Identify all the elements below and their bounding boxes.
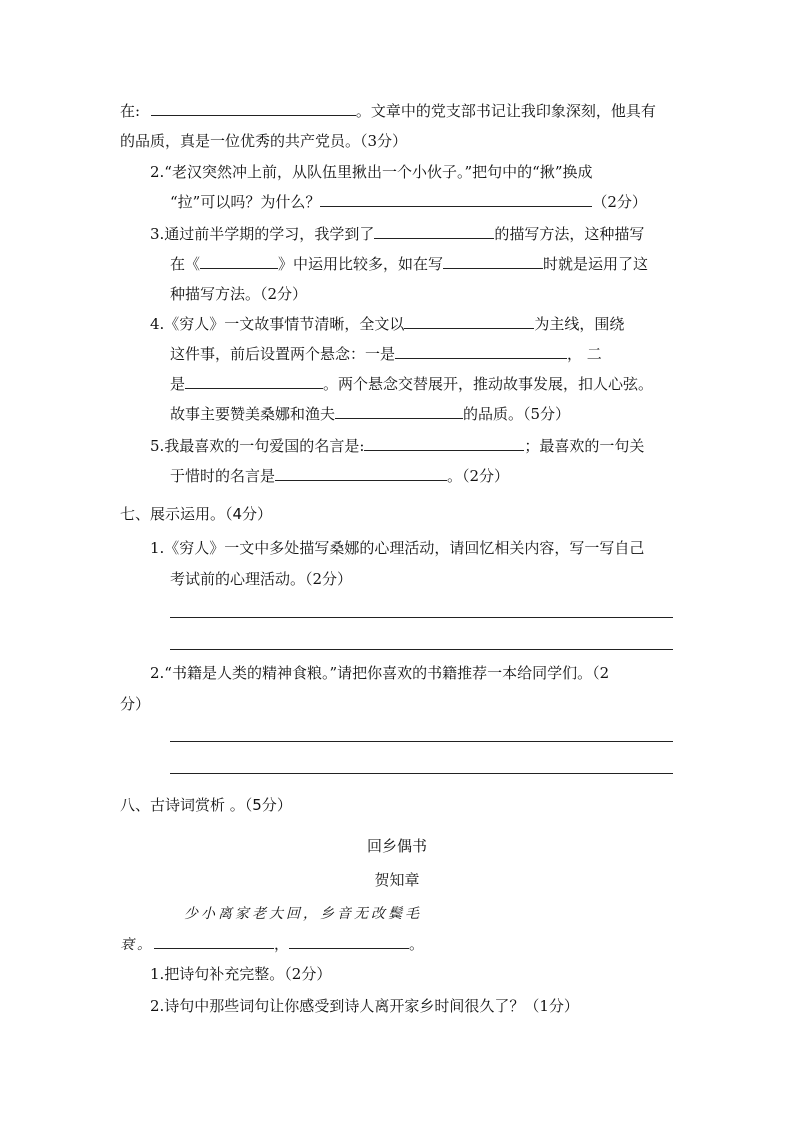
poem-line1: 少小离家老大回，乡音无改鬓毛 (184, 906, 422, 922)
text: 5.我最喜欢的一句爱国的名言是: (150, 437, 365, 455)
answer-blank[interactable] (443, 254, 543, 269)
s7-q2-line1: 2.“书籍是人类的精神食粮。”请把你喜欢的书籍推荐一本给同学们。（2 (150, 664, 610, 682)
answer-blank[interactable] (200, 254, 278, 269)
answer-blank[interactable] (404, 314, 534, 329)
poem-line2 (120, 934, 424, 955)
q6-3-line2 (170, 254, 648, 274)
text: 。两个悬念交替展开，推动故事发展，扣人心弦。 (323, 375, 654, 393)
answer-line[interactable] (170, 773, 673, 774)
text: ， 二 (567, 345, 602, 363)
answer-blank[interactable] (275, 466, 447, 481)
poem-title: 回乡偶书 (366, 837, 427, 855)
text: ；最喜欢的一句关 (524, 437, 645, 455)
text: 于惜时的名言是 (170, 467, 276, 485)
q6-cont-line1 (120, 101, 656, 121)
q6-4-line3 (170, 374, 653, 394)
q6-4-line2 (170, 344, 602, 364)
s7-q1-line2: 考试前的心理活动。（2分） (170, 570, 353, 588)
answer-blank[interactable] (364, 436, 524, 451)
q6-cont-line2: 的品质，真是一位优秀的共产党员。（3分） (120, 132, 408, 150)
answer-blank[interactable] (185, 374, 323, 389)
q6-4-line4 (170, 404, 570, 424)
text: 3.通过前半学期的学习，我学到了 (150, 225, 375, 243)
section-7-title: 七、展示运用。（4分） (120, 505, 273, 523)
poem-author: 贺知章 (374, 871, 420, 889)
text: 故事主要赞美桑娜和渔夫 (170, 405, 336, 423)
text: 的品质。（5分） (463, 405, 571, 423)
q6-2-line1: 2.“老汉突然冲上前，从队伍里揪出一个小伙子。”把句中的“揪”换成 (150, 163, 593, 181)
answer-line[interactable] (170, 617, 673, 618)
s8-q2: 2.诗句中那些词句让你感受到诗人离开家乡时间很久了？（1分） (150, 997, 579, 1015)
text: 时就是运用了这 (543, 255, 649, 273)
text: 的描写方法，这种描写 (494, 225, 645, 243)
text: （2分） (592, 193, 647, 211)
answer-blank[interactable] (151, 101, 356, 116)
answer-blank[interactable] (154, 934, 274, 949)
q6-3-line3: 种描写方法。（2分） (170, 285, 308, 303)
s7-q2-line2: 分） (120, 695, 151, 713)
section-8-title: 八、古诗词赏析 。（5分） (120, 796, 292, 814)
answer-blank[interactable] (374, 224, 494, 239)
answer-blank[interactable] (289, 934, 409, 949)
text: “拉”可以吗？为什么？ (170, 193, 321, 211)
q6-5-line1 (150, 436, 644, 456)
text: 为主线，围绕 (534, 315, 625, 333)
answer-blank[interactable] (320, 192, 592, 207)
text: 。文章中的党支部书记让我印象深刻，他具有 (355, 102, 656, 120)
text: 在: (120, 102, 141, 120)
q6-4-line1 (150, 314, 624, 334)
text: 。（2分） (447, 467, 510, 485)
q6-3-line1 (150, 224, 644, 244)
s8-q1: 1.把诗句补充完整。（2分） (150, 965, 332, 983)
text: 。 (409, 935, 425, 953)
q6-5-line2 (170, 466, 509, 486)
text: 》中运用比较多，如在写 (278, 255, 444, 273)
text: 这件事，前后设置两个悬念：一是 (170, 345, 396, 363)
answer-blank[interactable] (335, 404, 463, 419)
text: ， (274, 935, 290, 953)
answer-line[interactable] (170, 649, 673, 650)
answer-line[interactable] (170, 741, 673, 742)
text: 衰。 (120, 937, 154, 953)
text: 在《 (170, 255, 201, 273)
text: 是 (170, 375, 186, 393)
answer-blank[interactable] (395, 344, 567, 359)
text: 4.《穷人》一文故事情节清晰，全文以 (150, 315, 405, 333)
s7-q1-line1: 1.《穷人》一文中多处描写桑娜的心理活动，请回忆相关内容，写一写自己 (150, 539, 645, 557)
q6-2-line2 (170, 192, 647, 212)
